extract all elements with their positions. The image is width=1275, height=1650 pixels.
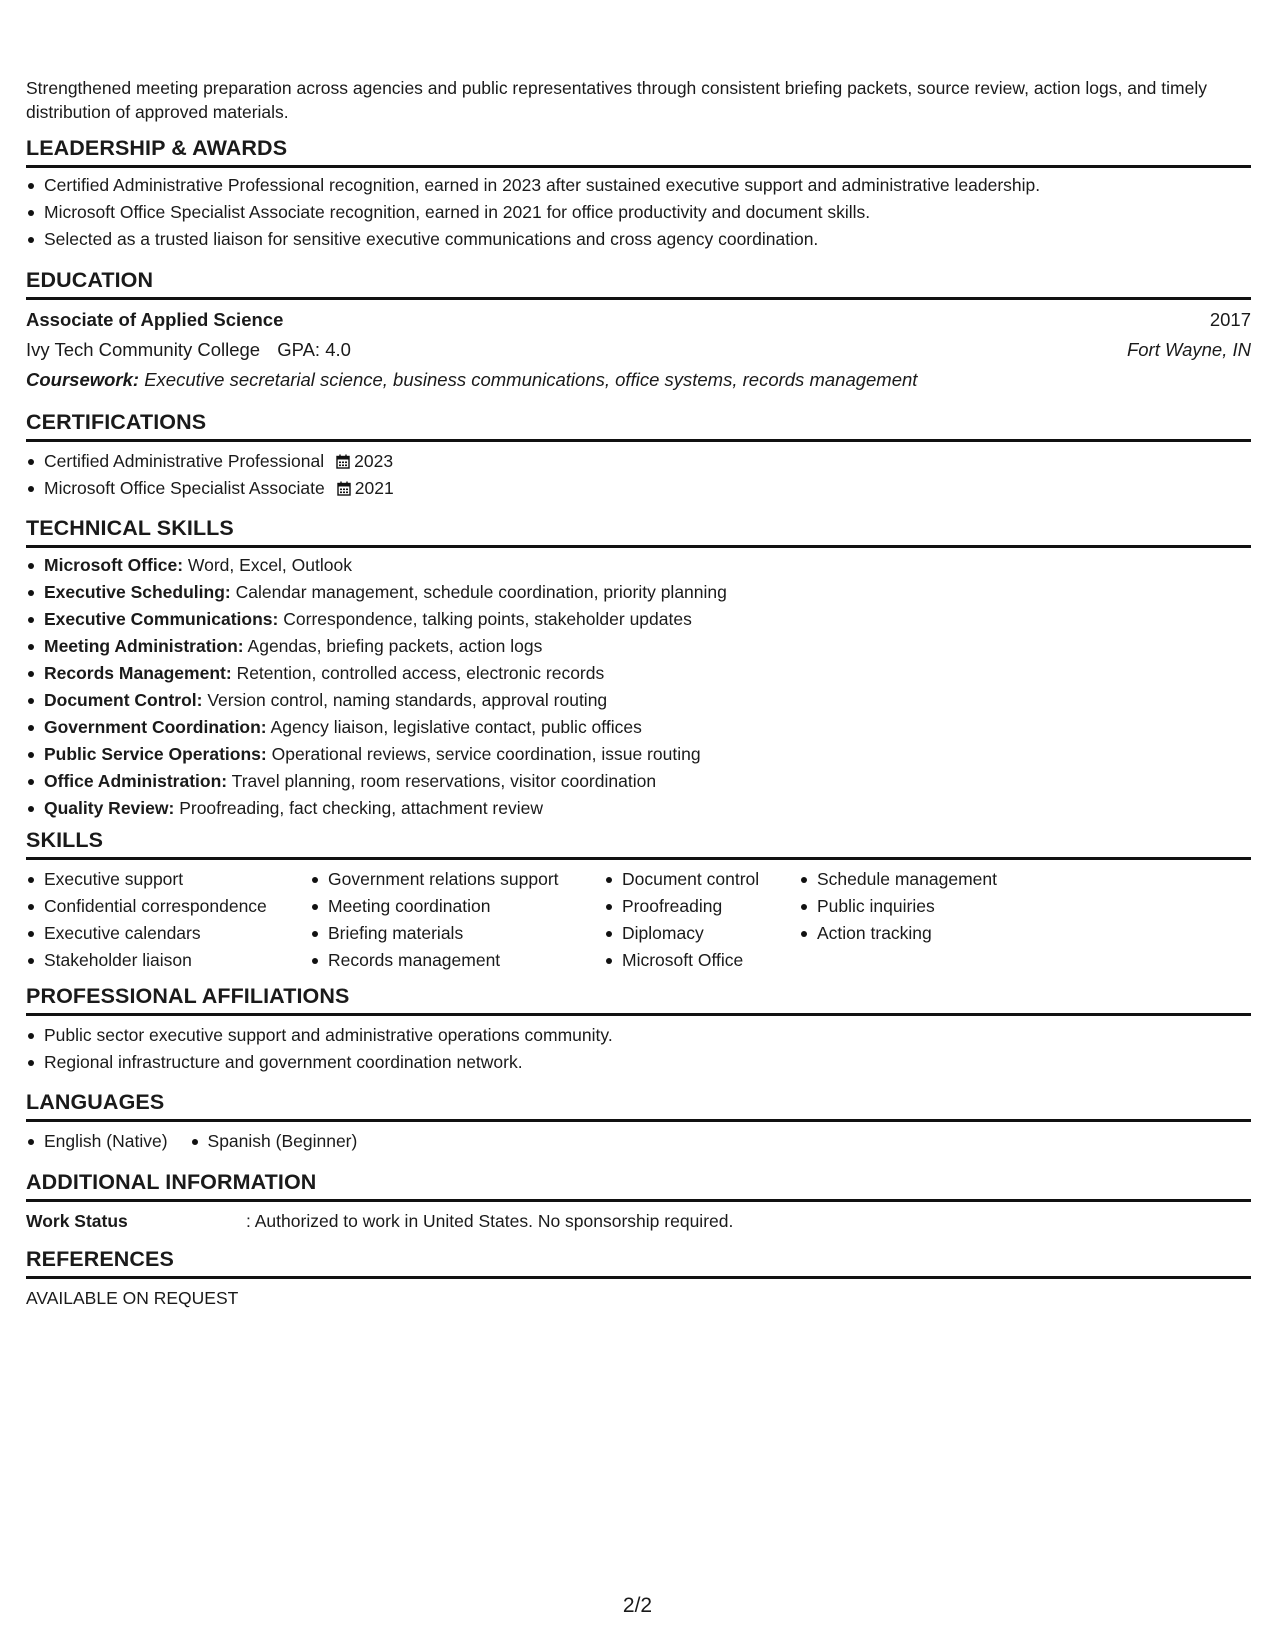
- intro-paragraph: Strengthened meeting preparation across agencies and public representatives through consistent briefing packets, source review, action logs, and timely distribution of approved materials.: [26, 78, 1207, 122]
- list-item: Meeting coordination: [310, 893, 584, 920]
- skill-value: Calendar management, schedule coordination, priority planning: [235, 582, 727, 602]
- certification-name: Microsoft Office Specialist Associate: [44, 478, 325, 498]
- certifications-section: [26, 408, 1251, 502]
- calendar-icon: [336, 450, 350, 465]
- section-title-affiliations: PROFESSIONAL AFFILIATIONS: [26, 982, 1251, 1016]
- affiliations-list: [26, 1022, 1251, 1076]
- skill-label: Quality Review:: [44, 798, 175, 818]
- skill-label: Document Control:: [44, 690, 203, 710]
- skill-value: Agency liaison, legislative contact, public offices: [270, 717, 642, 737]
- skill-value: Version control, naming standards, approval routing: [207, 690, 608, 710]
- degree-name: Associate of Applied Science: [26, 309, 284, 330]
- list-item: Microsoft Office: [604, 947, 779, 974]
- list-item: Selected as a trusted liaison for sensitive executive communications and cross agency coordination.: [26, 226, 1251, 253]
- list-item: [26, 448, 1251, 475]
- skill-label: Public Service Operations:: [44, 744, 267, 764]
- section-title-technical-skills: TECHNICAL SKILLS: [26, 514, 1251, 548]
- skill-value: Operational reviews, service coordination, issue routing: [271, 744, 701, 764]
- list-item: [26, 660, 1251, 687]
- skill-label: Office Administration:: [44, 771, 228, 791]
- work-status-row: [26, 1208, 1251, 1234]
- list-item: Executive calendars: [26, 920, 290, 947]
- list-item: Action tracking: [799, 920, 1059, 947]
- list-item: [26, 687, 1251, 714]
- work-status-label: Work Status: [26, 1211, 128, 1231]
- skills-column: [604, 866, 779, 974]
- skill-value: Travel planning, room reservations, visitor coordination: [231, 771, 657, 791]
- skills-columns: [26, 866, 1251, 974]
- leadership-section: [26, 134, 1251, 253]
- skills-column: [26, 866, 290, 974]
- technical-skills-list: [26, 552, 1251, 822]
- school-location: Fort Wayne, IN: [1126, 339, 1251, 360]
- affiliations-section: [26, 982, 1251, 1076]
- skill-value: Agendas, briefing packets, action logs: [247, 636, 543, 656]
- education-degree-row: [26, 305, 1251, 335]
- skill-label: Microsoft Office:: [44, 555, 184, 575]
- skills-column: [799, 866, 1059, 974]
- list-item: Records management: [310, 947, 584, 974]
- list-item: Public sector executive support and administrative operations community.: [26, 1022, 1251, 1049]
- list-item: Regional infrastructure and government coordination network.: [26, 1049, 1251, 1076]
- certifications-list: [26, 448, 1251, 502]
- list-item: [26, 579, 1251, 606]
- section-title-certifications: CERTIFICATIONS: [26, 408, 1251, 442]
- section-title-additional-info: ADDITIONAL INFORMATION: [26, 1168, 1251, 1202]
- certification-year: 2023: [354, 451, 394, 471]
- skill-value: Correspondence, talking points, stakeholder updates: [283, 609, 692, 629]
- skills-section: [26, 826, 1251, 974]
- list-item: [26, 606, 1251, 633]
- list-item: English (Native): [26, 1128, 168, 1155]
- list-item: Diplomacy: [604, 920, 779, 947]
- section-title-education: EDUCATION: [26, 266, 1251, 300]
- list-item: [26, 714, 1251, 741]
- skill-value: Proofreading, fact checking, attachment review: [179, 798, 544, 818]
- list-item: [26, 552, 1251, 579]
- education-section: [26, 266, 1251, 395]
- list-item: Document control: [604, 866, 779, 893]
- graduation-year: 2017: [1209, 309, 1251, 330]
- list-item: Briefing materials: [310, 920, 584, 947]
- skill-label: Meeting Administration:: [44, 636, 244, 656]
- coursework-text: Executive secretarial science, business communications, office systems, records management: [144, 369, 918, 390]
- list-item: [26, 741, 1251, 768]
- education-school-row: [26, 335, 1251, 365]
- leadership-list: [26, 172, 1251, 253]
- list-item: Public inquiries: [799, 893, 1059, 920]
- list-item: [26, 633, 1251, 660]
- school-name: Ivy Tech Community College: [26, 339, 261, 360]
- section-title-leadership: LEADERSHIP & AWARDS: [26, 134, 1251, 168]
- gpa: GPA: 4.0: [277, 339, 351, 360]
- certification-name: Certified Administrative Professional: [44, 451, 325, 471]
- additional-info-section: [26, 1168, 1251, 1234]
- list-item: [26, 768, 1251, 795]
- skill-value: Word, Excel, Outlook: [187, 555, 352, 575]
- languages-list: [26, 1128, 1251, 1155]
- list-item: Schedule management: [799, 866, 1059, 893]
- list-item: Certified Administrative Professional recognition, earned in 2023 after sustained executive support and administrative leadership.: [26, 172, 1251, 199]
- languages-section: [26, 1088, 1251, 1155]
- skill-label: Executive Scheduling:: [44, 582, 231, 602]
- coursework-label: Coursework:: [26, 369, 140, 390]
- references-text: AVAILABLE ON REQUEST: [26, 1288, 239, 1308]
- references-section: [26, 1245, 1251, 1311]
- list-item: Stakeholder liaison: [26, 947, 290, 974]
- skill-label: Records Management:: [44, 663, 232, 683]
- skills-column: [310, 866, 584, 974]
- list-item: Proofreading: [604, 893, 779, 920]
- list-item: [26, 795, 1251, 822]
- list-item: Confidential correspondence: [26, 893, 290, 920]
- calendar-icon: [337, 477, 351, 492]
- technical-skills-section: [26, 514, 1251, 822]
- page-number: 2/2: [622, 1594, 653, 1617]
- list-item: Executive support: [26, 866, 290, 893]
- section-title-languages: LANGUAGES: [26, 1088, 1251, 1122]
- list-item: [26, 475, 1251, 502]
- skill-label: Government Coordination:: [44, 717, 267, 737]
- skill-value: Retention, controlled access, electronic records: [236, 663, 605, 683]
- list-item: Spanish (Beginner): [190, 1128, 358, 1155]
- work-status-value: : Authorized to work in United States. No sponsorship required.: [246, 1211, 734, 1231]
- list-item: Government relations support: [310, 866, 584, 893]
- section-title-skills: SKILLS: [26, 826, 1251, 860]
- coursework-row: [26, 365, 1251, 395]
- list-item: Microsoft Office Specialist Associate recognition, earned in 2021 for office productivity and document skills.: [26, 199, 1251, 226]
- skill-label: Executive Communications:: [44, 609, 279, 629]
- certification-year: 2021: [354, 478, 394, 498]
- section-title-references: REFERENCES: [26, 1245, 1251, 1279]
